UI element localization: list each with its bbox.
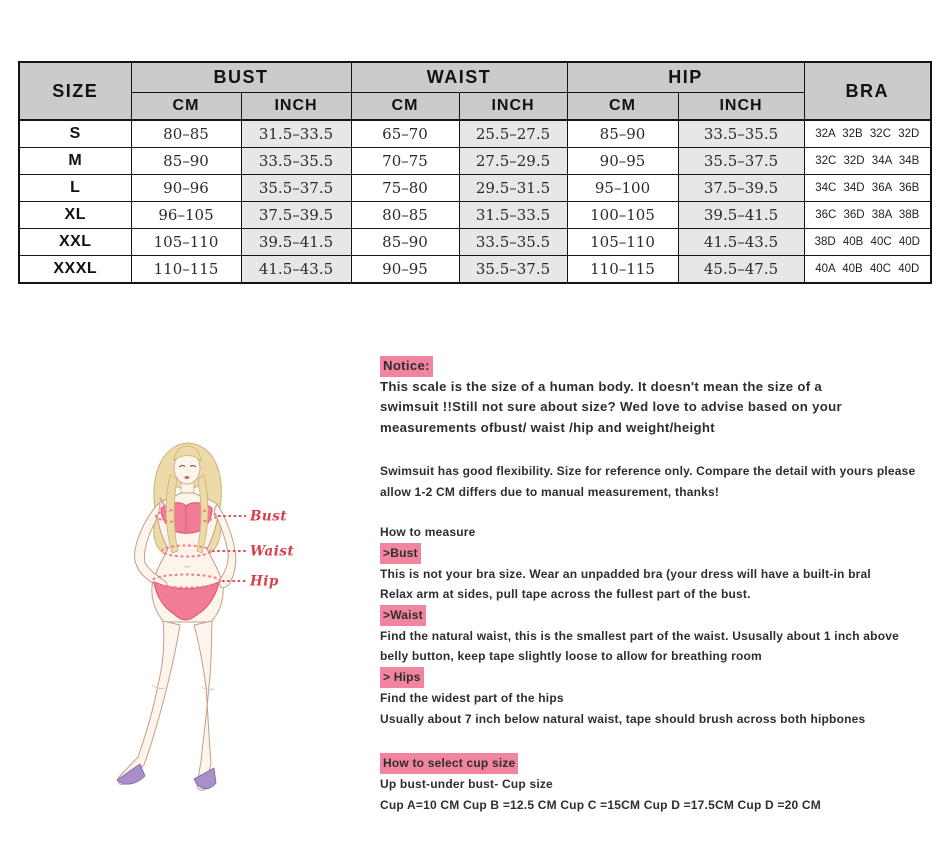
cup-size-heading: How to select cup size	[380, 753, 518, 774]
cell-waist-cm: 75–80	[351, 175, 459, 202]
bust-instruction-line: This is not your bra size. Wear an unpadded bra (your dress will have a built-in bral	[380, 566, 871, 581]
header-bra: BRA	[804, 62, 931, 120]
cell-hip-cm: 105–110	[567, 229, 678, 256]
hips-instruction-line: Find the widest part of the hips	[380, 690, 564, 705]
cell-waist-inch: 29.5–31.5	[459, 175, 567, 202]
hips-heading-line	[380, 667, 945, 688]
bust-instruction-line: Relax arm at sides, pull tape across the fullest part of the bust.	[380, 587, 751, 602]
header-hip: HIP	[567, 62, 804, 93]
measurement-figure	[90, 415, 320, 835]
table-row	[19, 175, 931, 202]
cell-bust-inch: 37.5–39.5	[241, 202, 351, 229]
table-header-groups	[19, 62, 931, 93]
cell-bra: 36C 36D 38A 38B	[804, 202, 931, 229]
flexibility-paragraph	[380, 461, 945, 502]
cell-bust-cm: 85–90	[131, 148, 241, 175]
cell-bust-cm: 105–110	[131, 229, 241, 256]
header-waist: WAIST	[351, 62, 567, 93]
table-row	[19, 229, 931, 256]
header-hip-cm: CM	[567, 93, 678, 121]
cell-bust-inch: 35.5–37.5	[241, 175, 351, 202]
cell-size: XXXL	[19, 256, 131, 284]
cell-hip-cm: 90–95	[567, 148, 678, 175]
cell-size: M	[19, 148, 131, 175]
header-bust-inch: INCH	[241, 93, 351, 121]
cell-bust-inch: 41.5–43.5	[241, 256, 351, 284]
bust-heading: >Bust	[380, 543, 421, 564]
header-waist-inch: INCH	[459, 93, 567, 121]
size-table	[18, 61, 932, 284]
cell-bra: 38D 40B 40C 40D	[804, 229, 931, 256]
cell-waist-cm: 90–95	[351, 256, 459, 284]
waist-instruction-line: Find the natural waist, this is the smallest part of the waist. Ususally about 1 inch above	[380, 628, 899, 643]
flexibility-line: Swimsuit has good flexibility. Size for reference only. Compare the detail with yours please	[380, 463, 916, 478]
cell-bust-inch: 31.5–33.5	[241, 120, 351, 148]
cell-size: XXL	[19, 229, 131, 256]
header-bust-cm: CM	[131, 93, 241, 121]
cell-bust-cm: 110–115	[131, 256, 241, 284]
cell-hip-cm: 100–105	[567, 202, 678, 229]
cell-waist-cm: 85–90	[351, 229, 459, 256]
cell-bust-inch: 33.5–35.5	[241, 148, 351, 175]
notes-section	[380, 356, 945, 815]
hips-heading: > Hips	[380, 667, 424, 688]
table-row	[19, 256, 931, 284]
cell-hip-cm: 85–90	[567, 120, 678, 148]
how-to-measure-heading: How to measure	[380, 525, 476, 540]
cell-waist-inch: 27.5–29.5	[459, 148, 567, 175]
waist-heading: >Waist	[380, 605, 426, 626]
table-row	[19, 120, 931, 148]
header-size: SIZE	[19, 62, 131, 120]
cell-waist-cm: 80–85	[351, 202, 459, 229]
cell-hip-cm: 95–100	[567, 175, 678, 202]
cell-hip-inch: 45.5–47.5	[678, 256, 804, 284]
cell-bra: 32C 32D 34A 34B	[804, 148, 931, 175]
cup-instruction-line: Cup A=10 CM Cup B =12.5 CM Cup C =15CM Cup D =17.5CM Cup D =20 CM	[380, 797, 821, 812]
table-header-units	[19, 93, 931, 121]
flexibility-line: allow 1-2 CM differs due to manual measurement, thanks!	[380, 484, 720, 499]
waist-label: Waist	[250, 543, 295, 560]
measurement-figure-illustration	[90, 415, 320, 835]
cell-waist-cm: 65–70	[351, 120, 459, 148]
header-hip-inch: INCH	[678, 93, 804, 121]
bust-heading-line	[380, 543, 945, 564]
cell-bra: 34C 34D 36A 36B	[804, 175, 931, 202]
cell-hip-inch: 41.5–43.5	[678, 229, 804, 256]
notice-paragraph	[380, 377, 945, 439]
notice-line: This scale is the size of a human body. It doesn't mean the size of a	[380, 378, 823, 394]
header-bust: BUST	[131, 62, 351, 93]
face-lips	[184, 476, 189, 479]
cell-hip-cm: 110–115	[567, 256, 678, 284]
hip-label: Hip	[250, 573, 279, 590]
header-waist-cm: CM	[351, 93, 459, 121]
cell-hip-inch: 37.5–39.5	[678, 175, 804, 202]
hips-instruction-line: Usually about 7 inch below natural waist, tape should brush across both hipbones	[380, 711, 866, 726]
bust-label: Bust	[250, 508, 288, 525]
cell-waist-inch: 33.5–35.5	[459, 229, 567, 256]
notice-heading: Notice:	[380, 356, 433, 377]
cell-size: S	[19, 120, 131, 148]
cell-size: XL	[19, 202, 131, 229]
waist-instruction-line: belly button, keep tape slightly loose to allow for breathing room	[380, 649, 762, 664]
cell-waist-cm: 70–75	[351, 148, 459, 175]
cell-hip-inch: 39.5–41.5	[678, 202, 804, 229]
notice-line: measurements ofbust/ waist /hip and weight/height	[380, 420, 715, 436]
cup-heading-line	[380, 753, 945, 774]
cell-waist-inch: 35.5–37.5	[459, 256, 567, 284]
table-row	[19, 202, 931, 229]
cell-bra: 40A 40B 40C 40D	[804, 256, 931, 284]
table-row	[19, 148, 931, 175]
cell-hip-inch: 33.5–35.5	[678, 120, 804, 148]
cell-bust-cm: 90–96	[131, 175, 241, 202]
notice-line: swimsuit !!Still not sure about size? Wed love to advise based on your	[380, 399, 842, 415]
cell-bust-cm: 96–105	[131, 202, 241, 229]
cell-bust-cm: 80–85	[131, 120, 241, 148]
cup-instruction-line: Up bust-under bust- Cup size	[380, 776, 553, 791]
cell-waist-inch: 25.5–27.5	[459, 120, 567, 148]
waist-heading-line	[380, 605, 945, 626]
cell-bust-inch: 39.5–41.5	[241, 229, 351, 256]
cell-size: L	[19, 175, 131, 202]
cell-bra: 32A 32B 32C 32D	[804, 120, 931, 148]
cell-waist-inch: 31.5–33.5	[459, 202, 567, 229]
cell-hip-inch: 35.5–37.5	[678, 148, 804, 175]
notice-heading-line	[380, 356, 945, 377]
